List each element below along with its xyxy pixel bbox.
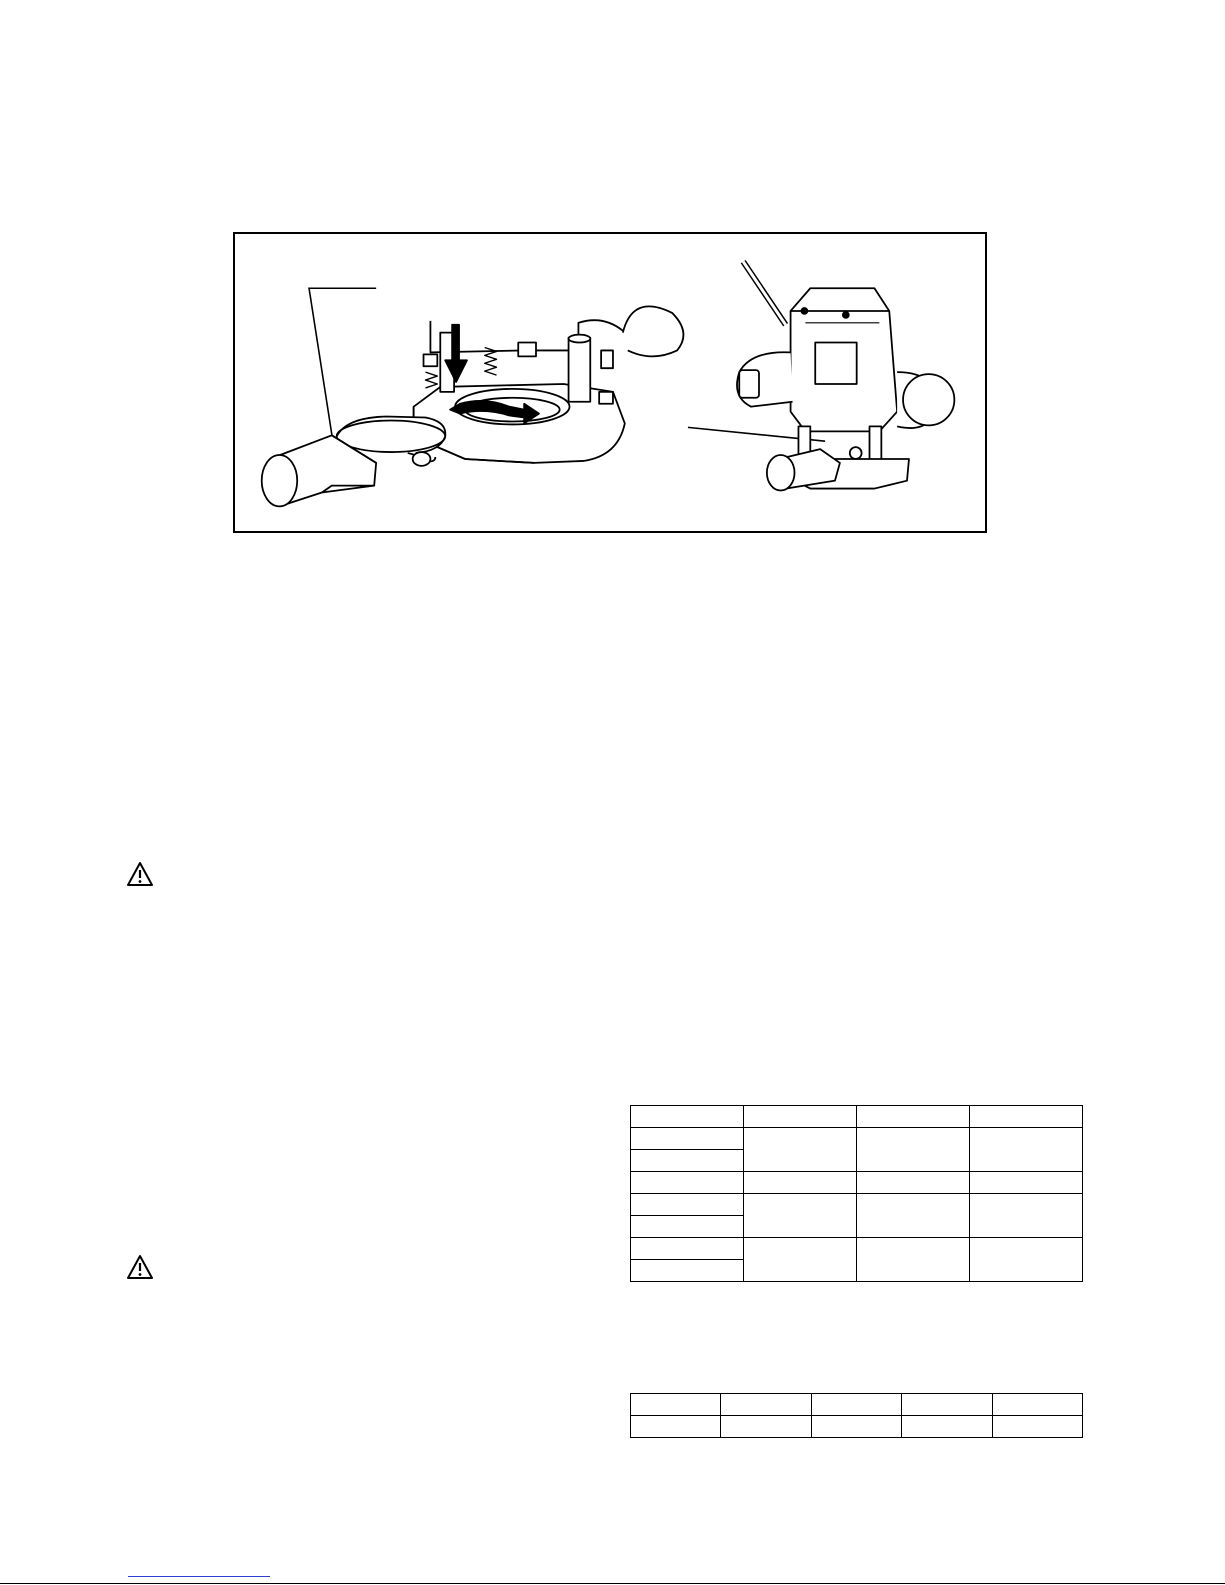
table-cell — [857, 1172, 970, 1194]
table-cell — [744, 1172, 857, 1194]
table-row — [631, 1416, 1083, 1438]
table-cell — [631, 1106, 744, 1128]
table-cell — [970, 1172, 1083, 1194]
table-cell — [811, 1416, 901, 1438]
router-base-drawing — [262, 306, 684, 506]
table-cell — [631, 1172, 744, 1194]
table-cell — [721, 1394, 811, 1416]
table-cell — [811, 1394, 901, 1416]
spec-table-1 — [630, 1105, 1083, 1282]
router-illustration — [235, 234, 985, 531]
table-row — [631, 1172, 1083, 1194]
table-cell — [631, 1128, 744, 1150]
table-cell — [857, 1106, 970, 1128]
table-cell — [631, 1194, 744, 1216]
table-cell — [902, 1394, 992, 1416]
table-cell — [970, 1194, 1083, 1238]
warning-triangle-icon — [126, 1254, 154, 1280]
table-cell — [992, 1394, 1082, 1416]
table-cell — [721, 1416, 811, 1438]
table-row — [631, 1106, 1083, 1128]
table-cell — [631, 1416, 721, 1438]
table-cell — [857, 1194, 970, 1238]
table-cell — [744, 1194, 857, 1238]
arrow-down-icon — [452, 325, 459, 364]
table-row — [631, 1238, 1083, 1260]
table-cell — [631, 1150, 744, 1172]
table-cell — [902, 1416, 992, 1438]
bottom-rule — [0, 1583, 1225, 1584]
table-row — [631, 1194, 1083, 1216]
spec-table-2 — [630, 1393, 1083, 1438]
table-cell — [857, 1128, 970, 1172]
table-cell — [631, 1238, 744, 1260]
illustration-figure — [233, 232, 987, 533]
table-cell — [631, 1216, 744, 1238]
table-row — [631, 1128, 1083, 1150]
table-cell — [970, 1106, 1083, 1128]
table-cell — [631, 1394, 721, 1416]
table-cell — [857, 1238, 970, 1282]
router-full-drawing — [737, 262, 954, 491]
table-cell — [992, 1416, 1082, 1438]
table-cell — [970, 1238, 1083, 1282]
footer-link-underline[interactable] — [128, 1576, 270, 1577]
warning-triangle-icon — [126, 861, 154, 887]
table-cell — [744, 1106, 857, 1128]
table-cell — [631, 1260, 744, 1282]
table-cell — [744, 1128, 857, 1172]
table-cell — [970, 1128, 1083, 1172]
table-row — [631, 1394, 1083, 1416]
table-cell — [744, 1238, 857, 1282]
